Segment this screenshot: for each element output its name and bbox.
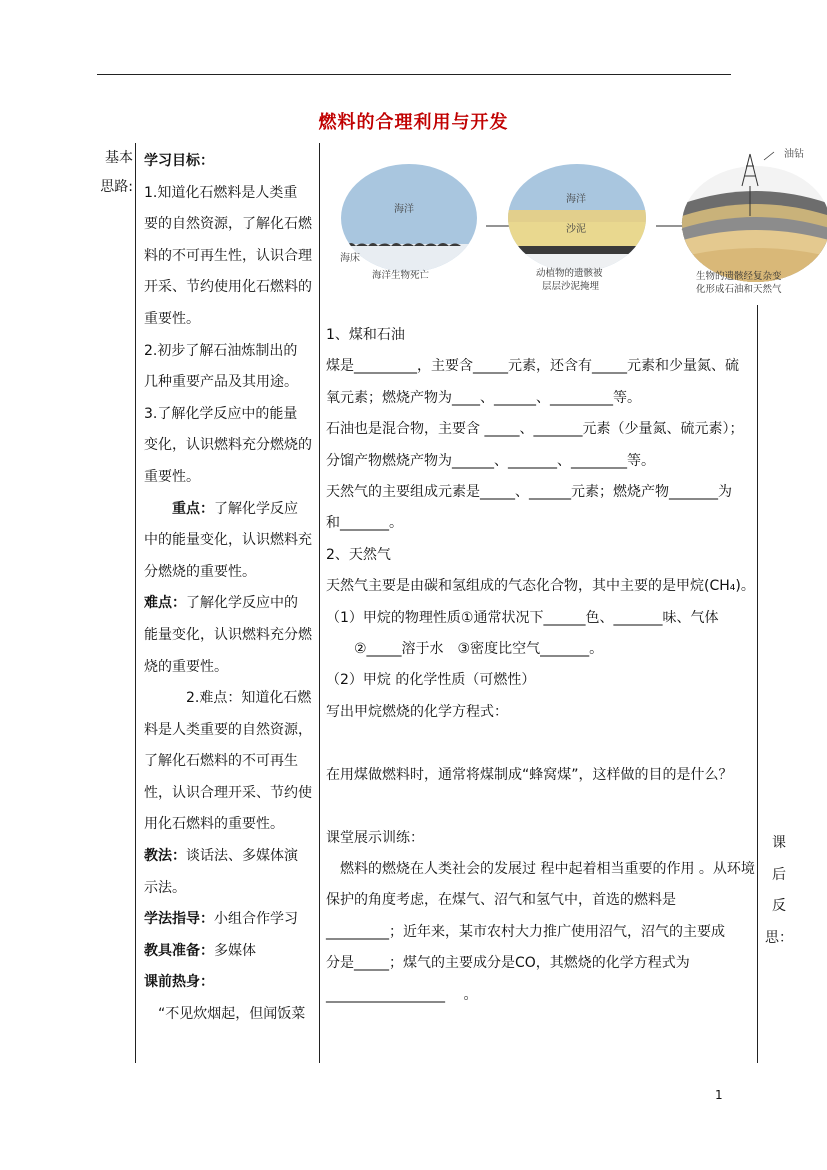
ocean-label-2: 海洋 (566, 194, 586, 205)
content-line (326, 791, 756, 822)
content-line: ②_____溶于水 ③密度比空气_______。 (326, 641, 604, 658)
objective-line (144, 178, 314, 210)
reflection-char: 思： (765, 929, 793, 946)
content-line (326, 728, 756, 759)
content-line: 天然气的主要组成元素是_____、______元素；燃烧产物_______为 (326, 484, 732, 501)
content-line: _________________ 。 (326, 986, 478, 1003)
content-line: 课堂展示训练： (326, 829, 424, 846)
content-line: 石油也是混合物，主要含 _____、_______元素（少量氮、硫元素）； (326, 421, 744, 438)
line-text: 重要性。 (144, 468, 200, 485)
line-heading: 教法： (144, 848, 186, 865)
line-text: 了解化学反应 (214, 500, 298, 517)
objective-line (144, 494, 314, 526)
line-heading: 教具准备： (144, 942, 214, 959)
line-text: 2.难点：知道化石燃 (186, 690, 312, 707)
content-line: 分是_____；煤气的主要成分是CO，其燃烧的化学方程式为 (326, 955, 690, 972)
line-text: 用化石燃料的重要性。 (144, 816, 284, 833)
line-heading: 重点： (172, 500, 214, 517)
objectives-column (144, 146, 314, 1031)
objective-line (144, 778, 314, 810)
basic-idea-label (97, 144, 133, 202)
caption-3b: 化形成石油和天然气 (696, 284, 782, 295)
objective-line (144, 462, 314, 494)
oil-formation-figure (326, 146, 827, 306)
line-text: 2.初步了解石油炼制出的 (144, 342, 298, 359)
line-text: 要的自然资源，了解化石燃 (144, 216, 312, 233)
objective-line (144, 588, 314, 620)
objective-line (144, 999, 314, 1031)
reflection-char: 反 (772, 898, 786, 914)
objective-line (144, 209, 314, 241)
after-class-reflection (764, 828, 794, 954)
content-line: 氧元素；燃烧产物为____、______、_________等。 (326, 389, 641, 406)
objective-line (144, 241, 314, 273)
panel-burial (506, 156, 656, 286)
content-line: 燃料的燃烧在人类社会的发展过 程中起着相当重要的作用 。从环境 (326, 860, 755, 877)
objective-line (144, 557, 314, 589)
page-title: 燃料的合理利用与开发 (318, 112, 509, 133)
label-line: 基本 (105, 150, 133, 166)
content-line: 在用煤做燃料时，通常将煤制成“蜂窝煤”，这样做的目的是什么？ (326, 766, 733, 783)
content-column (326, 320, 756, 1011)
line-text: 变化，认识燃料充分燃烧的 (144, 437, 312, 454)
column-divider-2 (319, 143, 320, 1063)
page-number: 1 (715, 1088, 723, 1102)
content-line: 天然气主要是由碳和氢组成的气态化合物，其中主要的是甲烷(CH₄)。 (326, 578, 755, 595)
content-line: 1、煤和石油 (326, 327, 405, 343)
objective-line (144, 967, 314, 999)
objective-line (144, 936, 314, 968)
line-heading: 难点： (144, 595, 186, 612)
panel-ocean-death (336, 156, 486, 284)
line-text: 学习目标： (144, 153, 214, 169)
objective-line (144, 399, 314, 431)
column-divider-1 (135, 143, 136, 1063)
objective-line (144, 525, 314, 557)
content-line: 保护的角度考虑，在煤气、沼气和氢气中，首选的燃料是 (326, 892, 676, 909)
objective-line (144, 652, 314, 684)
seabed-label: 海床 (340, 253, 360, 264)
content-line: （2）甲烷 的化学性质（可燃性） (326, 672, 536, 689)
line-text: 1.知道化石燃料是人类重 (144, 184, 298, 201)
content-line: _________；近年来，某市农村大力推广使用沼气，沼气的主要成 (326, 923, 725, 940)
line-text: 示法。 (144, 879, 186, 896)
objective-line (144, 904, 314, 936)
line-text: 多媒体 (214, 942, 256, 959)
sand-label: 沙泥 (566, 224, 586, 235)
oil-formation-diagram (326, 146, 827, 306)
content-line: （1）甲烷的物理性质①通常状况下______色、_______味、气体 (326, 609, 719, 626)
objective-line (144, 272, 314, 304)
content-line: 煤是_________，主要含_____元素，还含有_____元素和少量氮、硫 (326, 358, 739, 375)
caption-2a: 动植物的遗骸被 (536, 268, 603, 279)
objective-line (144, 873, 314, 905)
line-text: 料的不可再生性，认识合理 (144, 247, 312, 264)
content-line: 2、天然气 (326, 546, 391, 563)
objective-line (144, 746, 314, 778)
objective-line (144, 683, 314, 715)
objective-line (144, 715, 314, 747)
content-line: 分馏产物燃烧产物为______、_______、________等。 (326, 452, 655, 469)
line-text: 能量变化，认识燃料充分燃 (144, 626, 312, 643)
line-text: 分燃烧的重要性。 (144, 563, 256, 580)
line-text: 烧的重要性。 (144, 658, 228, 675)
line-text: 了解化学反应中的 (186, 595, 298, 612)
reflection-char: 后 (772, 866, 786, 883)
line-text: 开采、节约使用化石燃料的 (144, 279, 312, 296)
caption-2b: 层层沙泥掩埋 (542, 281, 600, 292)
objective-line (144, 336, 314, 368)
objective-line (144, 367, 314, 399)
caption-3a: 生物的遗骸经复杂变 (696, 271, 782, 282)
line-text: 料是人类重要的自然资源， (144, 721, 312, 738)
objective-line (144, 430, 314, 462)
caption-1: 海洋生物死亡 (372, 270, 430, 281)
line-text: 了解化石燃料的不可再生 (144, 753, 298, 770)
header-rule (97, 74, 731, 75)
objective-line (144, 841, 314, 873)
objective-line (144, 146, 314, 178)
column-divider-3 (757, 305, 758, 1063)
line-text: 中的能量变化，认识燃料充 (144, 532, 312, 549)
objective-line (144, 620, 314, 652)
reflection-char: 课 (772, 835, 786, 851)
line-heading: 课前热身： (144, 974, 214, 991)
line-text: 性，认识合理开采、节约使 (144, 784, 312, 801)
line-text: 谈话法、多媒体演 (186, 848, 298, 865)
line-heading: 学法指导： (144, 911, 214, 928)
line-text: 几种重要产品及其用途。 (144, 374, 298, 391)
line-text: 3.了解化学反应中的能量 (144, 405, 298, 422)
content-line: 和_______。 (326, 515, 403, 532)
line-text: 重要性。 (144, 310, 200, 327)
content-line: 写出甲烷燃烧的化学方程式： (326, 703, 508, 720)
objective-line (144, 809, 314, 841)
objective-line (144, 304, 314, 336)
ocean-label-1: 海洋 (394, 204, 414, 215)
line-text: 小组合作学习 (214, 911, 298, 928)
line-text: “不见炊烟起，但闻饭菜 (158, 1006, 306, 1023)
drill-label: 油钻 (784, 149, 804, 160)
label-line: 思路: (100, 179, 133, 195)
